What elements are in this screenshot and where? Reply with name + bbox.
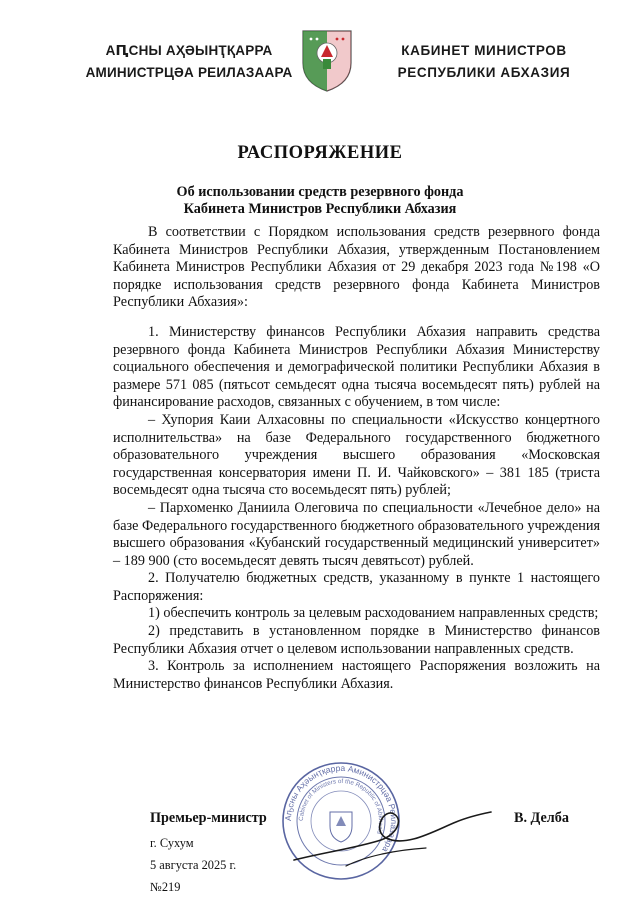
header-left-line2: АМИНИСТРЦӘА РЕИЛАЗААРА bbox=[85, 65, 293, 80]
paragraph-preamble: В соответствии с Порядком использования средств резервного фонда Кабинета Министров Республики Абхазия, утвержденным Постановлением Кабинета Министров Республики Абхазия от 29 декабря 2023 года №198 «О порядке использования средств резервного фонда Кабинета Министров Республики Абхазия»: bbox=[113, 224, 600, 311]
subject-line2: Кабинета Министров Республики Абхазия bbox=[183, 201, 457, 217]
paragraph-item-1: 1. Министерству финансов Республики Абхазия направить средства резервного фонда Кабинета Министров Республики Абхазия Министерству социального обеспечения и демографической политики Республики Абхазия в размере 571 085 (пятьсот семьдесят одна тысяча восемьдесят пять) рублей на финансирование расходов, связанных с обучением, в том числе: bbox=[113, 323, 600, 411]
document-body bbox=[113, 224, 600, 693]
header-left bbox=[84, 40, 294, 84]
paragraph-item-1-sub-2: – Пархоменко Даниила Олеговича по специальности «Лечебное дело» на базе Федерального государственного бюджетного образовательного учреждения высшего образования «Кубанский государственный медицинский университет» – 189 900 (сто восемьдесят девять тысяч девятьсот) рублей. bbox=[113, 499, 600, 569]
coat-of-arms-icon bbox=[299, 27, 355, 93]
paragraph-item-1-sub-1: – Хупория Каии Алхасовны по специальности «Искусство концертного исполнительства» на базе Федерального государственного бюджетного образовательного учреждения высшего образования «Московская государственная консерватория имени П. И. Чайковского» – 381 185 (триста восемьдесят одна тысяча сто восемьдесят пять) рублей; bbox=[113, 411, 600, 499]
header-right-line1: КАБИНЕТ МИНИСТРОВ bbox=[401, 43, 567, 58]
document-date: 5 августа 2025 г. bbox=[150, 858, 237, 872]
paragraph-item-2-sub-2: 2) представить в установленном порядке в Министерство финансов Республики Абхазия отчет о целевом использовании направленных средств. bbox=[113, 623, 600, 657]
document-subject bbox=[0, 184, 640, 218]
signatory-position: Премьер-министр bbox=[150, 810, 267, 826]
document-number: №219 bbox=[150, 880, 181, 894]
document-title: РАСПОРЯЖЕНИЕ bbox=[237, 143, 403, 163]
handwritten-signature-icon bbox=[286, 790, 496, 880]
signatory-name: В. Делба bbox=[514, 810, 569, 826]
paragraph-item-2: 2. Получателю бюджетных средств, указанному в пункте 1 настоящего Распоряжения: bbox=[113, 570, 600, 604]
header-right bbox=[384, 40, 584, 84]
seal-outer-text: Аҧсны Аҳәынҭқарра Аминистрцәа Реилазаара bbox=[282, 762, 400, 855]
paragraph-item-3: 3. Контроль за исполнением настоящего Распоряжения возложить на Министерство финансов Республики Абхазия. bbox=[113, 658, 600, 692]
document-city: г. Сухум bbox=[150, 836, 194, 850]
paragraph-item-2-sub-1: 1) обеспечить контроль за целевым расходованием направленных средств; bbox=[148, 605, 599, 622]
seal-inner-text: Cabinet of Ministers of the Republic of Abkhazia bbox=[297, 777, 385, 835]
header-right-line2: РЕСПУБЛИКИ АБХАЗИЯ bbox=[397, 65, 571, 80]
subject-line1: Об использовании средств резервного фонда bbox=[176, 184, 464, 200]
header-left-line1: АԤСНЫ АҲӘЫНҬҚАРРА bbox=[105, 43, 273, 58]
